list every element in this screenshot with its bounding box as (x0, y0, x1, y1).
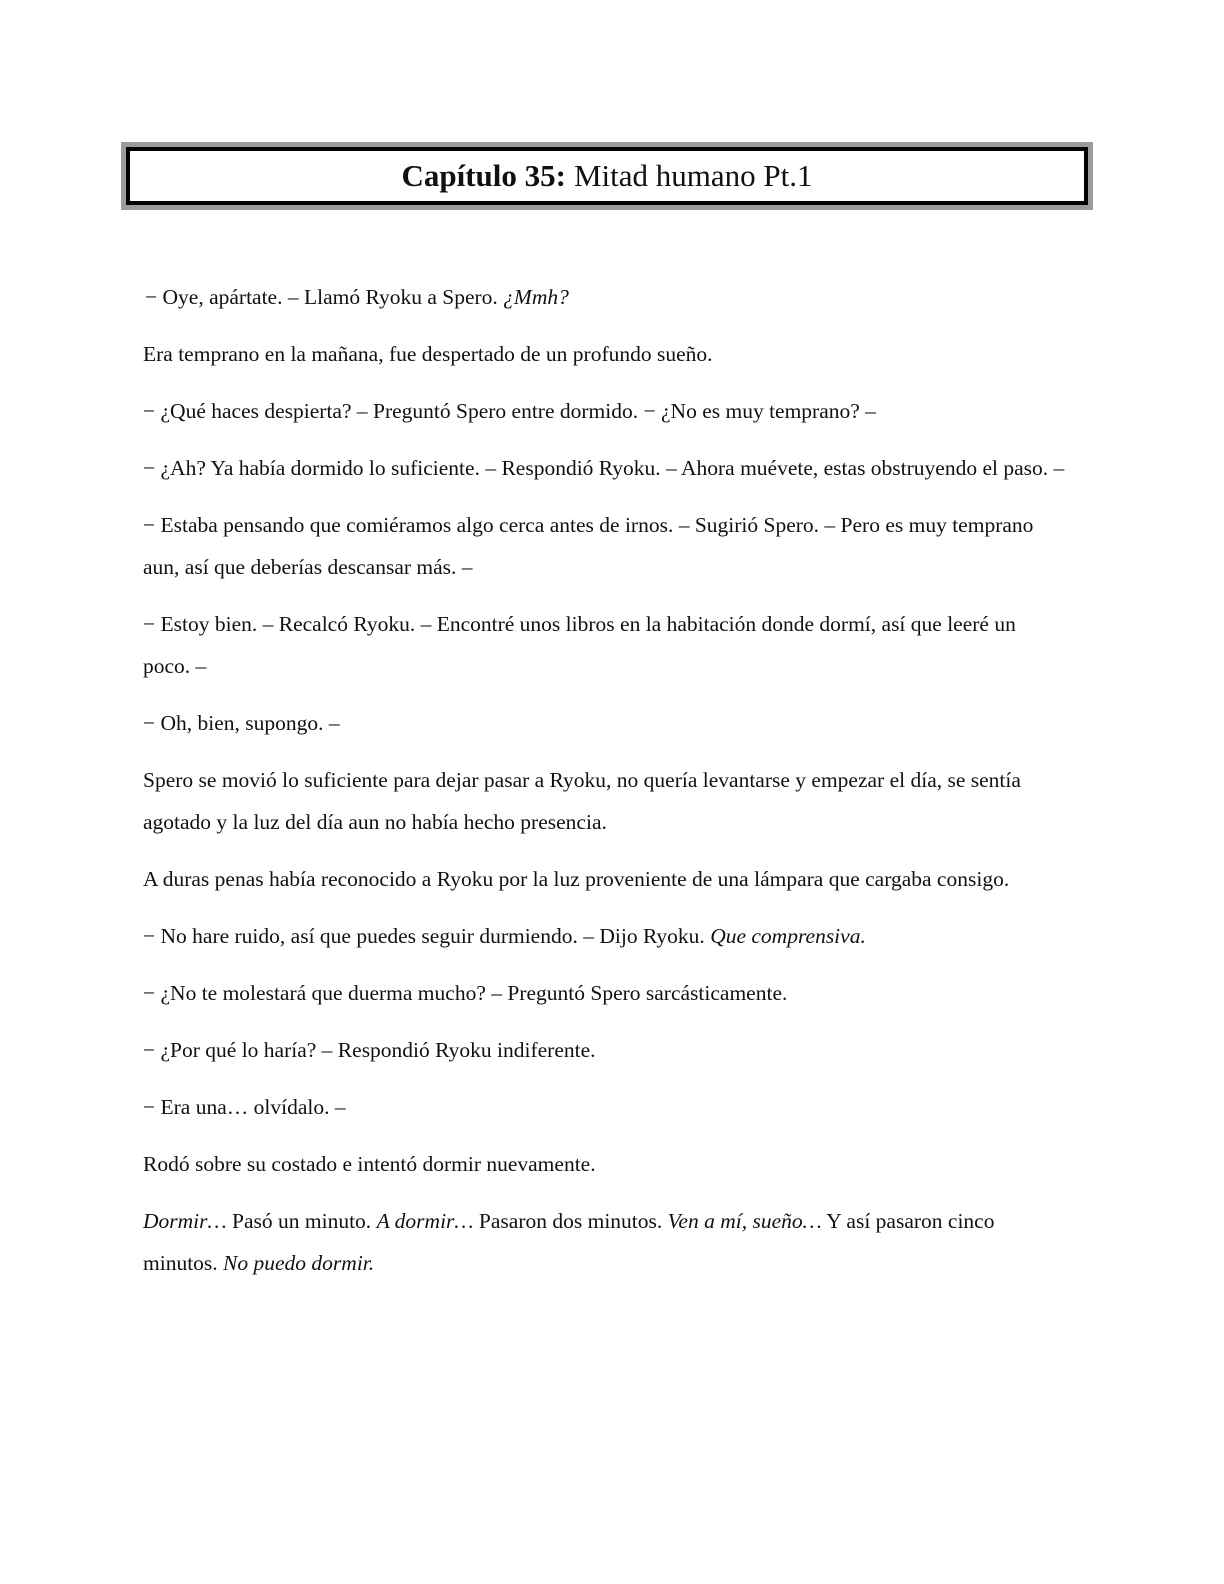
text-run: − Estaba pensando que comiéramos algo cerca antes de irnos. – Sugirió Spero. – Pero es muy temprano aun, así que deberías descansar más. – (143, 513, 1034, 579)
chapter-number-label: Capítulo 35: (401, 158, 566, 193)
italic-text: Dormir… (143, 1209, 227, 1233)
chapter-title-frame (121, 142, 1093, 210)
paragraph (143, 1143, 1068, 1185)
text-run: Rodó sobre su costado e intentó dormir nuevamente. (143, 1152, 596, 1176)
paragraph (143, 333, 1068, 375)
text-run: A duras penas había reconocido a Ryoku por la luz proveniente de una lámpara que cargaba consigo. (143, 867, 1010, 891)
chapter-name: Mitad humano Pt.1 (573, 158, 813, 193)
text-run: Spero se movió lo suficiente para dejar pasar a Ryoku, no quería levantarse y empezar el día, se sentía agotado y la luz del día aun no había hecho presencia. (143, 768, 1021, 834)
text-run: − ¿Por qué lo haría? – Respondió Ryoku indiferente. (143, 1038, 596, 1062)
chapter-body (143, 276, 1068, 1299)
italic-text: ¿Mmh? (503, 285, 569, 309)
paragraph (143, 972, 1068, 1014)
paragraph (143, 1200, 1068, 1284)
text-run: − Oh, bien, supongo. – (143, 711, 340, 735)
text-run: − ¿Ah? Ya había dormido lo suficiente. – Respondió Ryoku. – Ahora muévete, estas obstruyendo el paso. – (143, 456, 1065, 480)
paragraph (143, 276, 1068, 318)
paragraph (143, 702, 1068, 744)
text-run: Era temprano en la mañana, fue despertado de un profundo sueño. (143, 342, 713, 366)
paragraph (143, 1029, 1068, 1071)
italic-text: No puedo dormir. (223, 1251, 375, 1275)
text-run: Pasaron dos minutos. (473, 1209, 668, 1233)
text-run: − ¿Qué haces despierta? – Preguntó Spero entre dormido. − ¿No es muy temprano? – (143, 399, 876, 423)
italic-text: A dormir… (376, 1209, 474, 1233)
text-run: − No hare ruido, así que puedes seguir durmiendo. – Dijo Ryoku. (143, 924, 711, 948)
paragraph (143, 759, 1068, 843)
text-run: − Oye, apártate. – Llamó Ryoku a Spero. (145, 285, 504, 309)
chapter-title (126, 147, 1088, 205)
paragraph (143, 390, 1068, 432)
paragraph (143, 447, 1068, 489)
paragraph (143, 915, 1068, 957)
paragraph (143, 858, 1068, 900)
paragraph (143, 1086, 1068, 1128)
paragraph (143, 603, 1068, 687)
text-run: − Estoy bien. – Recalcó Ryoku. – Encontré unos libros en la habitación donde dormí, así que leeré un poco. – (143, 612, 1016, 678)
italic-text: Que comprensiva. (710, 924, 866, 948)
text-run: Pasó un minuto. (226, 1209, 377, 1233)
text-run: Y así pasaron cinco minutos. (143, 1209, 995, 1275)
paragraph (143, 504, 1068, 588)
text-run: − Era una… olvídalo. – (143, 1095, 346, 1119)
italic-text: Ven a mí, sueño… (667, 1209, 822, 1233)
text-run: − ¿No te molestará que duerma mucho? – Preguntó Spero sarcásticamente. (143, 981, 788, 1005)
